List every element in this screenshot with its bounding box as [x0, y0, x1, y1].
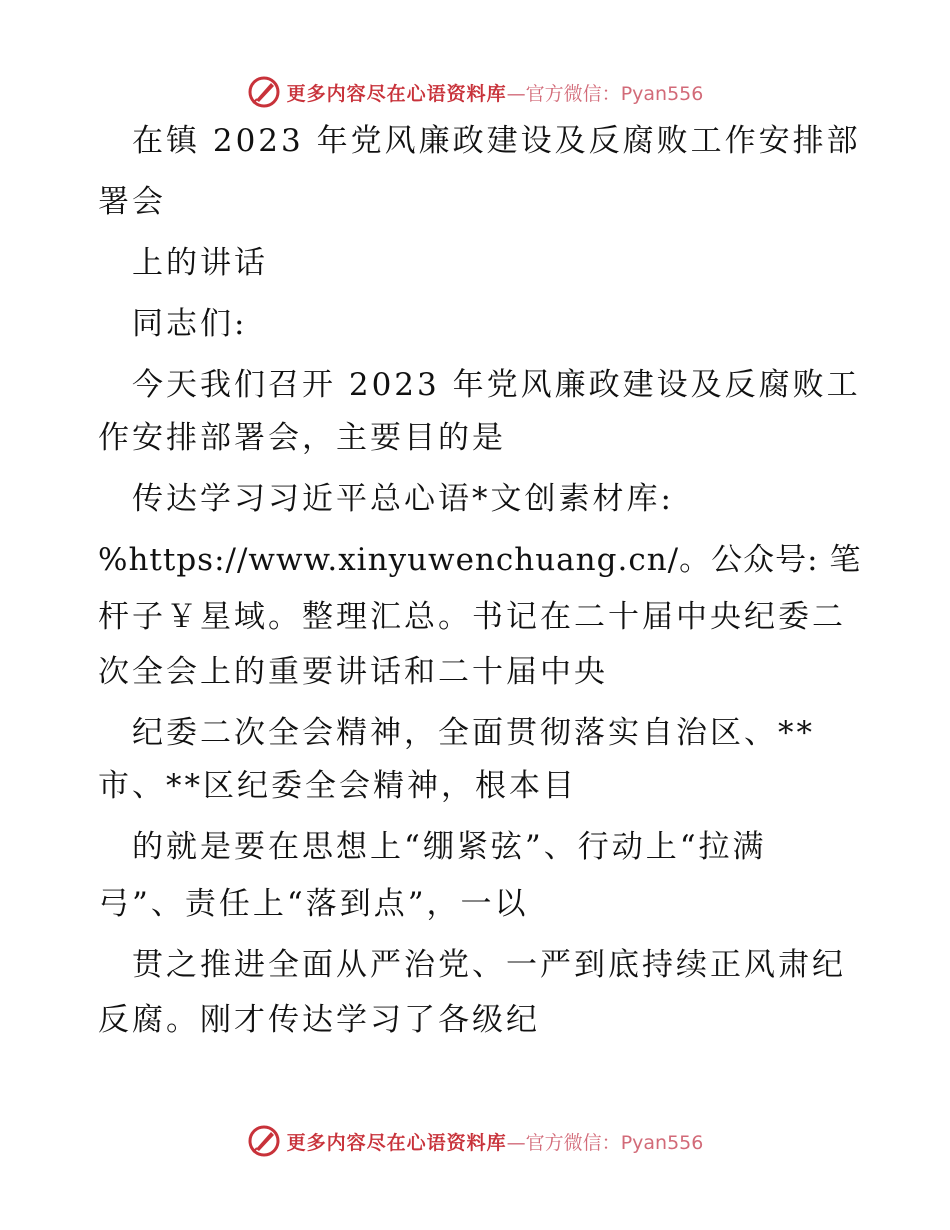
text-line: 传达学习习近平总心语*文创素材库: [98, 481, 674, 517]
watermark-separator: — [506, 1131, 526, 1154]
quill-pen-logo-icon [247, 75, 281, 109]
text-line: 纪委二次全会精神，全面贯彻落实自治区、** [98, 715, 815, 751]
watermark-text [287, 1128, 704, 1155]
footer-watermark [0, 1121, 950, 1161]
text-line: 署会 [98, 184, 166, 220]
text-line: 市、**区纪委全会精神，根本目 [98, 768, 577, 804]
text-line: 在镇 2023 年党风廉政建设及反腐败工作安排部 [98, 123, 861, 159]
text-line: 弓”、责任上“落到点”，一以 [98, 886, 529, 922]
watermark-separator: — [506, 82, 526, 105]
watermark-site-name: 更多内容尽在心语资料库 [286, 82, 507, 105]
text-line: 反腐。刚才传达学习了各级纪 [98, 1002, 540, 1038]
text-line: 的就是要在思想上“绷紧弦”、行动上“拉满 [98, 829, 767, 865]
text-line: %https://www.xinyuwenchuang.cn/。公众号: 笔 [98, 542, 862, 578]
quill-pen-logo-icon [247, 1124, 281, 1158]
text-line: 上的讲话 [98, 245, 268, 281]
watermark-wechat-id: Pyan556 [620, 82, 704, 105]
text-line: 今天我们召开 2023 年党风廉政建设及反腐败工 [98, 367, 861, 403]
text-line: 杆子￥星域。整理汇总。书记在二十届中央纪委二 [98, 599, 846, 635]
watermark-wechat-label: 官方微信： [525, 82, 621, 105]
watermark-wechat-id: Pyan556 [620, 1131, 704, 1154]
watermark-wechat-label: 官方微信： [525, 1131, 621, 1154]
text-line: 作安排部署会，主要目的是 [98, 420, 506, 456]
watermark-text [287, 79, 704, 106]
text-line: 次全会上的重要讲话和二十届中央 [98, 654, 608, 690]
text-line: 同志们: [98, 306, 248, 342]
watermark-site-name: 更多内容尽在心语资料库 [286, 1131, 507, 1154]
header-watermark [0, 72, 950, 112]
text-line: 贯之推进全面从严治党、一严到底持续正风肃纪 [98, 947, 846, 983]
